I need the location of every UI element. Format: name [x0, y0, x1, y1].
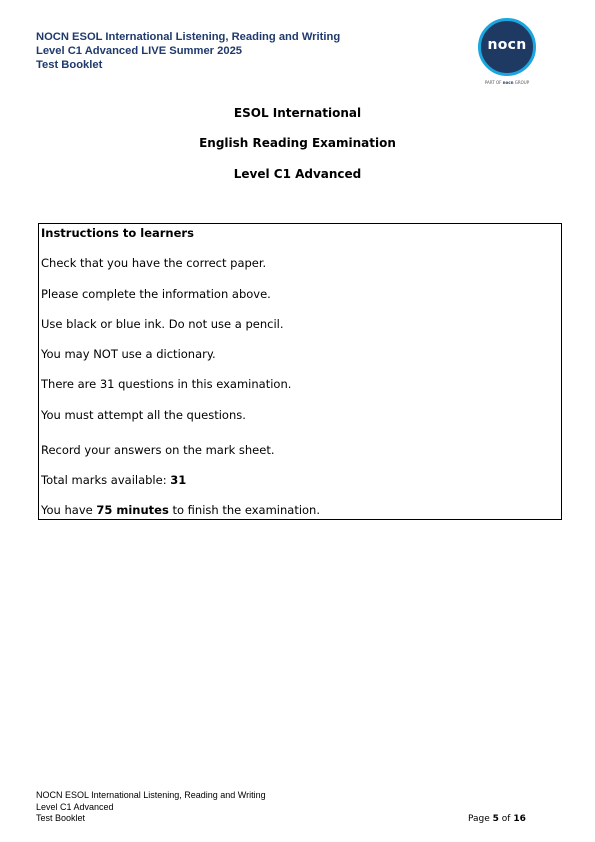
page-number: [468, 813, 526, 825]
page-prefix: Page: [468, 814, 493, 824]
footer-line-2: Level C1 Advanced: [36, 801, 114, 812]
footer-line-1: NOCN ESOL International Listening, Reading and Writing: [36, 790, 266, 800]
header-line-2: Level C1 Advanced LIVE Summer 2025: [36, 45, 243, 57]
instruction-line: Check that you have the correct paper.: [41, 256, 267, 270]
time-value: 75 minutes: [96, 503, 169, 517]
footer-line-3: Test Booklet: [36, 813, 86, 823]
instructions-box: [38, 223, 562, 520]
instruction-line: You must attempt all the questions.: [41, 408, 246, 422]
page-total: 16: [513, 814, 526, 824]
nocn-logo: [478, 18, 536, 88]
logo-tagline-suffix: GROUP: [514, 80, 530, 85]
total-marks-value: 31: [170, 473, 187, 487]
logo-tagline-prefix: PART OF: [484, 80, 502, 85]
title-reading-examination: English Reading Examination: [199, 136, 396, 150]
total-marks-label: Total marks available:: [41, 473, 171, 487]
total-marks-line: [41, 473, 186, 487]
time-prefix: You have: [41, 503, 97, 517]
logo-tagline: [476, 80, 538, 86]
logo-tagline-brand: nocn: [502, 80, 514, 85]
time-line: [41, 503, 320, 517]
instruction-line: You may NOT use a dictionary.: [41, 347, 216, 361]
document-footer: [36, 790, 336, 825]
header-line-1: NOCN ESOL International Listening, Reading and Writing: [36, 31, 341, 43]
logo-text: nocn: [487, 37, 527, 53]
document-header: [36, 30, 456, 72]
instruction-line: Please complete the information above.: [41, 287, 271, 301]
instructions-heading: Instructions to learners: [41, 226, 194, 240]
instruction-line: There are 31 questions in this examination.: [41, 377, 292, 391]
instruction-line: Record your answers on the mark sheet.: [41, 443, 275, 457]
page-of: of: [498, 814, 514, 824]
instruction-line: Use black or blue ink. Do not use a pencil.: [41, 317, 284, 331]
title-level: Level C1 Advanced: [233, 167, 362, 181]
page-current: 5: [492, 814, 499, 824]
time-suffix: to finish the examination.: [168, 503, 321, 517]
header-line-3: Test Booklet: [36, 59, 103, 71]
title-esol-international: ESOL International: [233, 106, 362, 120]
